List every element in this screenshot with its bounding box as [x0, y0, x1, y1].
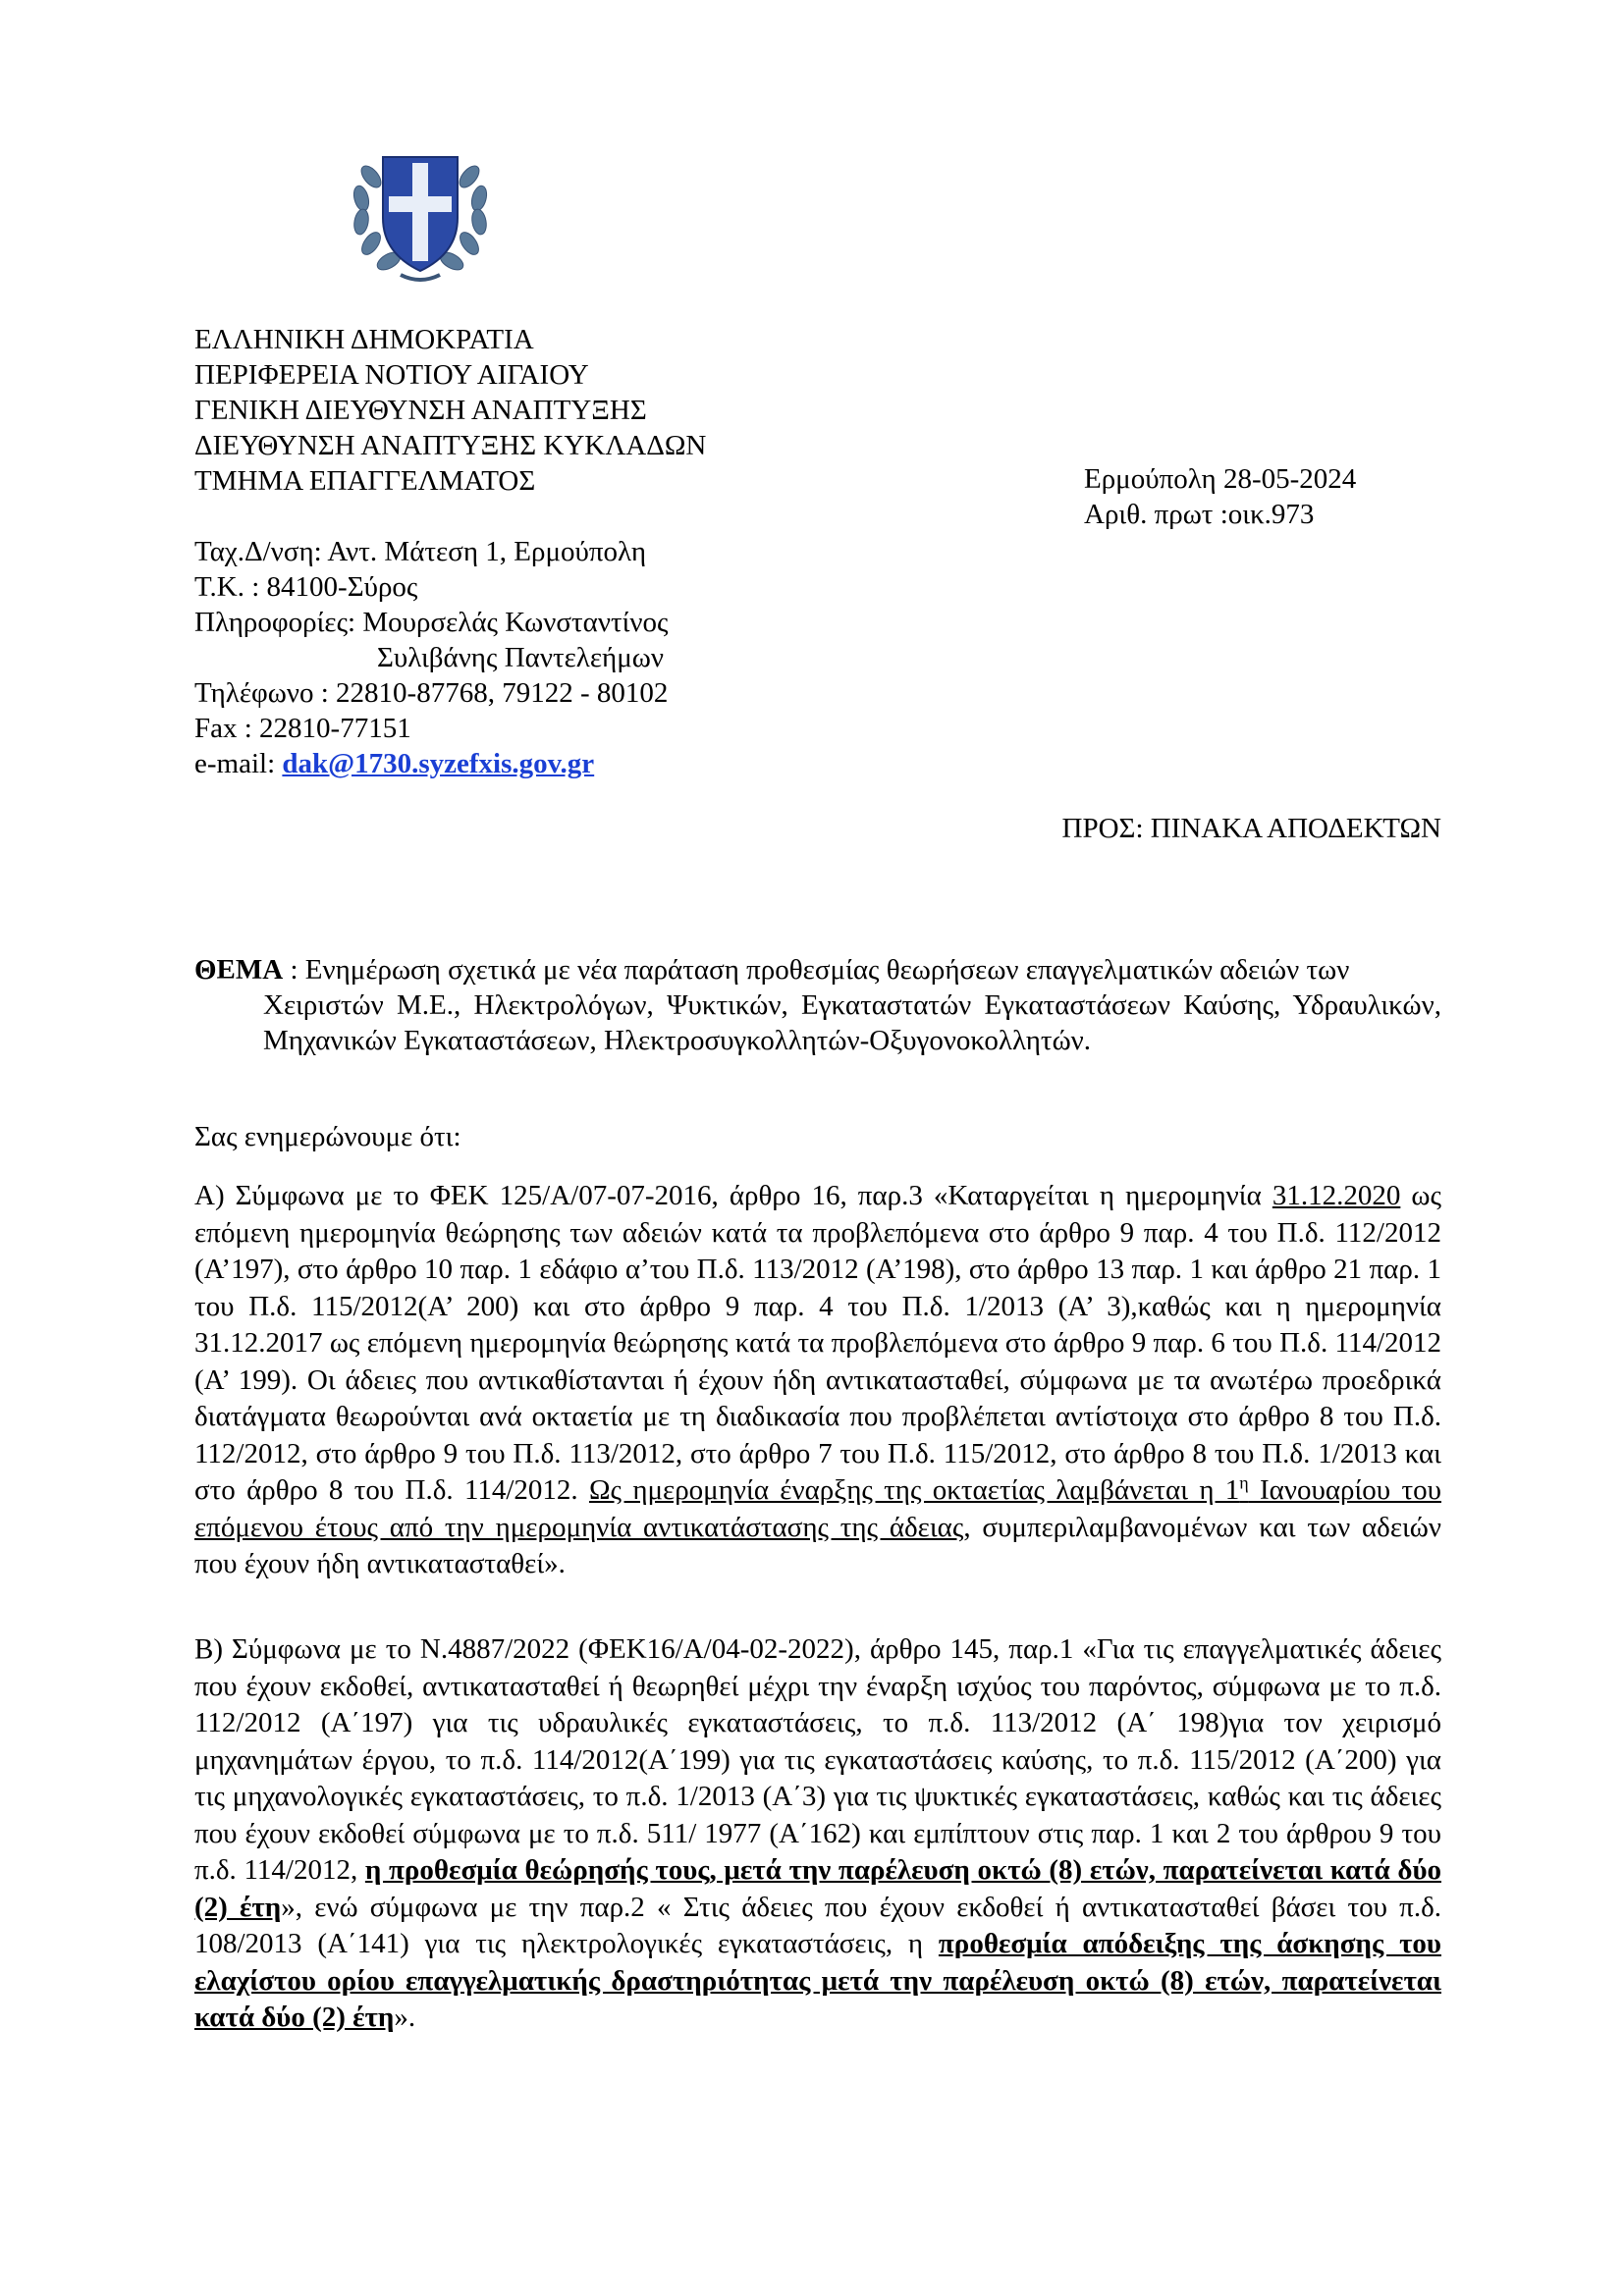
- issuer-line-1: ΕΛΛΗΝΙΚΗ ΔΗΜΟΚΡΑΤΙΑ: [194, 324, 534, 355]
- para-b-bold-2: προθεσμία απόδειξης της άσκησης του ελαχίστου ορίου επαγγελματικής δραστηριότητας μετά την παρέλευση οκτώ (8) ετών, παρατείνεται κατά δύο (2) έτη: [194, 1928, 1441, 2033]
- recipient-line: ΠΡΟΣ: ΠΙΝΑΚΑ ΑΠΟΔΕΚΤΩΝ: [1061, 813, 1441, 844]
- greek-coat-of-arms-icon: [332, 137, 509, 294]
- contact-block: [194, 534, 669, 781]
- subject-first-text: : Ενημέρωση σχετικά με νέα παράταση προθεσμίας θεωρήσεων επαγγελματικών αδειών των: [283, 954, 1350, 986]
- para-a-underlined-part-1: Ως ημερομηνία έναρξης της οκταετίας λαμβάνεται η 1: [588, 1474, 1240, 1506]
- contact-address: Ταχ.Δ/νση: Αντ. Μάτεση 1, Ερμούπολη: [194, 536, 646, 567]
- contact-email-row: [194, 746, 669, 781]
- date-protocol-block: [1084, 461, 1356, 532]
- para-b-text-2: », ενώ σύμφωνα με την παρ.2 « Στις άδειες που έχουν εκδοθεί ή αντικατασταθεί βάσει του π.δ. 108/2013 (Α΄141) για τις ηλεκτρολογικές εγκαταστάσεις, η: [194, 1891, 1441, 1959]
- paragraph-b: [194, 1631, 1441, 2037]
- contact-info-2: Συλιβάνης Παντελεήμων: [377, 642, 664, 673]
- para-a-underlined-date: 31.12.2020: [1272, 1180, 1401, 1211]
- contact-info: Πληροφορίες: Μουρσελάς Κωνσταντίνος: [194, 607, 669, 638]
- para-b-text-3: ».: [394, 2002, 416, 2033]
- para-b-text-1: Β) Σύμφωνα με το Ν.4887/2022 (ΦΕΚ16/Α/04-02-2022), άρθρο 145, παρ.1 «Για τις επαγγελματικές άδειες που έχουν εκδοθεί, αντικατασταθεί ή θεωρηθεί μέχρι την έναρξη ισχύος του παρόντος, σύμφωνα με το π.δ. 112/2012 (Α΄197) για τις υδραυλικές εγκαταστάσεις, το π.δ. 113/2012 (Α΄ 198)για τον χειρισμό μηχανημάτων έργου, το π.δ. 114/2012(Α΄199) για τις εγκαταστάσεις καύσης, το π.δ. 115/2012 (Α΄200) για τις μηχανολογικές εγκαταστάσεις, το π.δ. 1/2013 (Α΄3) για τις ψυκτικές εγκαταστάσεις, καθώς και τις άδειες που έχουν εκδοθεί σύμφωνα με το π.δ. 511/ 1977 (Α΄162) και εμπίπτουν στις παρ. 1 και 2 του άρθρου 9 του π.δ. 114/2012,: [194, 1633, 1441, 1886]
- intro-line: Σας ενημερώνουμε ότι:: [194, 1121, 461, 1152]
- email-label: e-mail:: [194, 748, 283, 779]
- protocol-number: Αριθ. πρωτ :οικ.973: [1084, 499, 1315, 530]
- issuer-line-2: ΠΕΡΙΦΕΡΕΙΑ ΝΟΤΙΟΥ ΑΙΓΑΙΟΥ: [194, 359, 589, 391]
- issuer-line-5: ΤΜΗΜΑ ΕΠΑΓΓΕΛΜΑΤΟΣ: [194, 465, 536, 497]
- contact-postal: Τ.Κ. : 84100-Σύρος: [194, 571, 418, 603]
- document-date: Ερμούπολη 28-05-2024: [1084, 463, 1357, 495]
- subject-label: ΘΕΜΑ: [194, 954, 284, 986]
- subject-first-line: [194, 952, 1441, 988]
- email-link[interactable]: dak@1730.syzefxis.gov.gr: [282, 748, 595, 779]
- issuer-header: [194, 322, 706, 499]
- issuer-line-4: ΔΙΕΥΘΥΝΣΗ ΑΝΑΠΤΥΞΗΣ ΚΥΚΛΑΔΩΝ: [194, 430, 707, 461]
- contact-phone: Τηλέφωνο : 22810-87768, 79122 - 80102: [194, 677, 669, 709]
- para-a-text-2: ως επόμενη ημερομηνία θεώρησης των αδειών κατά τα προβλεπόμενα στο άρθρο 9 παρ. 4 του Π.δ. 112/2012 (Α’197), στο άρθρο 10 παρ. 1 εδάφιο α’του Π.δ. 113/2012 (Α’198), στο άρθρο 13 παρ. 1 και άρθρο 21 παρ. 1 του Π.δ. 115/2012(Α’ 200) και στο άρθρο 9 παρ. 4 του Π.δ. 1/2013 (Α’ 3),καθώς και η ημερομηνία 31.12.2017 ως επόμενη ημερομηνία θεώρησης κατά τα προβλεπόμενα στο άρθρο 9 παρ. 6 του Π.δ. 114/2012 (Α’ 199). Οι άδειες που αντικαθίστανται ή έχουν ήδη αντικατασταθεί, σύμφωνα με τα ανωτέρω προεδρικά διατάγματα θεωρούνται ανά οκταετία με τη διαδικασία που προβλέπεται αντίστοιχα στο άρθρο 8 του Π.δ. 112/2012, στο άρθρο 9 του Π.δ. 113/2012, στο άρθρο 7 του Π.δ. 115/2012, στο άρθρο 8 του Π.δ. 1/2013 και στο άρθρο 8 του Π.δ. 114/2012.: [194, 1180, 1441, 1506]
- subject-rest: Χειριστών Μ.Ε., Ηλεκτρολόγων, Ψυκτικών, Εγκαταστατών Εγκαταστάσεων Καύσης, Υδραυλικών, Μηχανικών Εγκαταστάσεων, Ηλεκτροσυγκολλητών-Οξυγονοκολλητών.: [263, 989, 1441, 1056]
- para-a-superscript: η: [1239, 1472, 1249, 1493]
- para-a-text-1: Α) Σύμφωνα με το ΦΕΚ 125/Α/07-07-2016, άρθρο 16, παρ.3 «Καταργείται η ημερομηνία: [194, 1180, 1272, 1211]
- para-b-bold-1: η προθεσμία θεώρησής τους, μετά την παρέλευση οκτώ (8) ετών, παρατείνεται κατά δύο (2) έτη: [194, 1854, 1441, 1923]
- para-a-underlined-part-2: Ιανουαρίου του επόμενου έτους από την ημερομηνία αντικατάστασης της άδειας: [194, 1474, 1441, 1543]
- issuer-line-3: ΓΕΝΙΚΗ ΔΙΕΥΘΥΝΣΗ ΑΝΑΠΤΥΞΗΣ: [194, 395, 647, 426]
- contact-fax: Fax : 22810-77151: [194, 713, 411, 744]
- subject-block: [194, 952, 1441, 1058]
- para-a-text-3: , συμπεριλαμβανομένων και των αδειών που έχουν ήδη αντικατασταθεί».: [194, 1511, 1442, 1579]
- paragraph-a: [194, 1178, 1441, 1583]
